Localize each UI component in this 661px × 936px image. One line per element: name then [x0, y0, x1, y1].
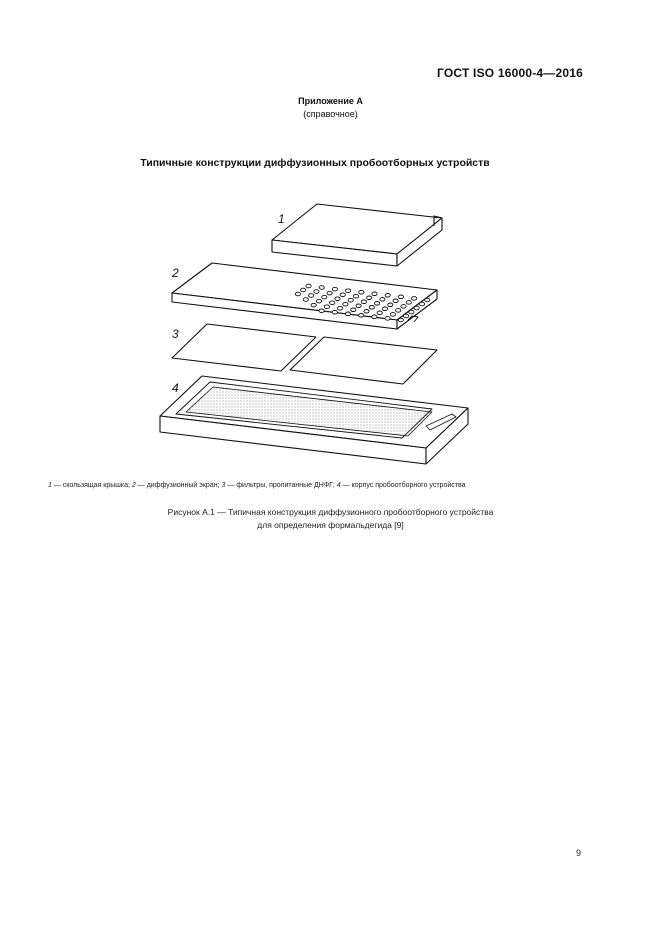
diffusion-screen [172, 263, 437, 329]
caption-line-2: для определения формальдегида [9] [257, 520, 404, 530]
screen-hole [346, 289, 351, 293]
screen-hole [404, 314, 409, 318]
item-number-3: 3 [172, 327, 179, 341]
screen-hole [314, 290, 319, 294]
figure-legend [48, 482, 608, 489]
filters [172, 324, 437, 384]
page-number: 9 [575, 848, 581, 858]
standard-code: ГОСТ ISO 16000-4—2016 [437, 66, 583, 80]
screen-hole [380, 298, 385, 302]
screen-hole [398, 318, 403, 322]
screen-hole [343, 302, 348, 306]
legend-text-1: — скользящая крышка; [51, 482, 132, 489]
legend-text-4: — корпус пробоотборного устройства [340, 482, 466, 489]
screen-hole [419, 302, 424, 306]
sampler-exploded-drawing [150, 196, 480, 476]
filter-right [290, 337, 437, 384]
screen-hole [301, 288, 306, 292]
screen-hole [359, 290, 364, 294]
screen-hole [364, 310, 369, 314]
screen-hole [332, 310, 337, 314]
screen-hole [396, 309, 401, 313]
figure-caption [0, 506, 661, 532]
section-heading: Типичные конструкции диффузионных пробоотборных устройств [140, 157, 490, 169]
legend-num-4: 4 [336, 482, 341, 489]
screen-hole [351, 308, 356, 312]
legend-num-3: 3 [221, 482, 226, 489]
screen-hole [425, 298, 430, 302]
sliding-cover [272, 204, 442, 266]
legend-text-3: — фильтры, пропитанные ДНФГ; [225, 482, 337, 489]
screen-hole [319, 309, 324, 313]
screen-hole [361, 300, 366, 304]
screen-hole [412, 297, 417, 301]
screen-hole [414, 306, 419, 310]
screen-hole [332, 287, 337, 291]
screen-hole [303, 298, 308, 302]
screen-hole [372, 315, 377, 319]
item-number-4: 4 [172, 381, 179, 395]
screen-hole [382, 307, 387, 311]
screen-hole [322, 295, 327, 299]
screen-hole [409, 310, 414, 314]
screen-hole [375, 302, 380, 306]
screen-hole [330, 301, 335, 305]
annex-title-block [0, 95, 661, 121]
screen-hole [401, 305, 406, 309]
screen-hole [356, 304, 361, 308]
screen-hole [309, 294, 314, 298]
item-number-2: 2 [172, 266, 179, 280]
screen-hole [388, 303, 393, 307]
screen-hole [306, 284, 311, 288]
screen-hole [385, 317, 390, 321]
screen-hole [372, 292, 377, 296]
legend-text-2: — диффузионный экран; [135, 482, 222, 489]
screen-hole [338, 306, 343, 310]
screen-hole [345, 312, 350, 316]
screen-hole [406, 301, 411, 305]
legend-num-2: 2 [131, 482, 136, 489]
screen-hole [316, 299, 321, 303]
screen-hole [327, 291, 332, 295]
annex-title: Приложение А [298, 96, 363, 106]
caption-line-1: Рисунок А.1 — Типичная конструкция диффузионного пробоотборного устройства [167, 507, 494, 517]
filter-left [172, 324, 316, 371]
screen-hole [385, 294, 390, 298]
screen-hole [335, 297, 340, 301]
screen-hole [340, 293, 345, 297]
screen-hole [390, 313, 395, 317]
screen-hole [393, 299, 398, 303]
screen-hole [324, 305, 329, 309]
screen-hole [359, 314, 364, 318]
sampler-body [160, 376, 468, 464]
screen-hole [311, 303, 316, 307]
screen-hole [295, 292, 300, 296]
screen-hole [377, 311, 382, 315]
item-number-1: 1 [278, 212, 285, 226]
screen-hole [353, 294, 358, 298]
screen-hole [398, 295, 403, 299]
screen-hole [367, 296, 372, 300]
legend-num-1: 1 [48, 482, 52, 489]
screen-hole [369, 306, 374, 310]
screen-hole [319, 286, 324, 290]
annex-subtitle: (справочное) [303, 109, 358, 119]
screen-hole [348, 298, 353, 302]
